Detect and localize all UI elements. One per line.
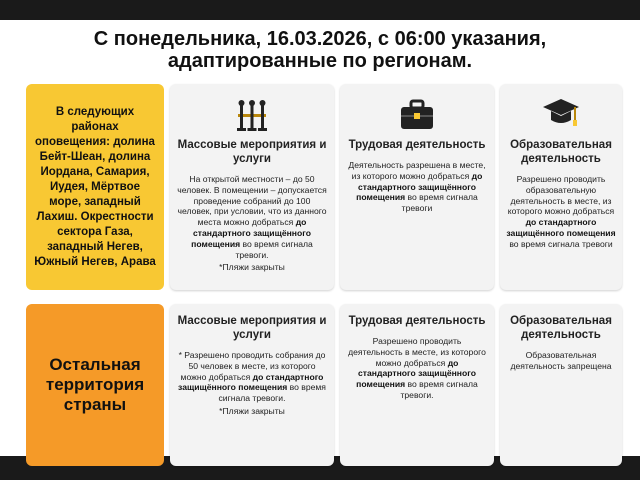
card-mass-events-rest — [170, 304, 334, 466]
title-line-1: С понедельника, 16.03.2026, с 06:00 указания, — [93, 28, 547, 50]
card-heading: Трудовая деятельность — [348, 315, 486, 327]
card-body-after: во время сигнала тревоги. — [400, 379, 478, 400]
card-education-rest — [500, 304, 622, 466]
card-body-text: Разрешено проводить деятельность в месте, из которого можно добраться — [348, 336, 486, 368]
card-body — [500, 350, 622, 372]
card-body-bold: до стандартного защищённого помещения — [356, 170, 483, 203]
card-heading: Образовательная деятельность — [510, 139, 612, 165]
card-education-south — [500, 84, 622, 290]
card-body — [500, 174, 622, 250]
card-note: *Пляжи закрыты — [219, 405, 285, 416]
card-body-text: Разрешено проводить образовательную деятельность в месте, из которого можно добраться — [507, 174, 615, 217]
region-label-rest — [26, 304, 164, 466]
card-work-south — [340, 84, 494, 290]
card-body-after: во время сигнала тревоги. — [218, 382, 326, 404]
region-label-south — [26, 84, 164, 290]
card-body-bold: до стандартного защищённого помещения — [178, 371, 324, 393]
graduation-cap-icon — [500, 94, 622, 134]
card-body-bold: до стандартного защищённого помещения — [191, 217, 311, 249]
infographic — [0, 20, 640, 456]
page-title — [20, 28, 620, 72]
card-body — [340, 336, 494, 401]
card-heading: Массовые мероприятия и услуги — [177, 315, 327, 341]
region-label-text: В следующих районах оповещения: долина Бейт-Шеан, долина Иордана, Самария, Иудея, Мёртвое море, западный Лахиш. Окрестности сектора Газа, западный Негев, Южный Негев, Арава — [34, 105, 156, 268]
card-heading: Образовательная деятельность — [510, 315, 612, 341]
card-body — [340, 160, 494, 214]
briefcase-icon — [340, 94, 494, 134]
card-body-text: * Разрешено проводить собрания до 50 человек в месте, из которого можно добраться — [178, 350, 326, 382]
card-body — [170, 174, 334, 273]
stanchion-icon — [170, 94, 334, 134]
card-body-text: Деятельность разрешена в месте, из которого можно добраться — [348, 160, 486, 181]
card-body — [170, 350, 334, 417]
title-line-2: адаптированные по регионам. — [167, 50, 473, 72]
card-note: *Пляжи закрыты — [219, 262, 285, 273]
card-body-after: во время сигнала тревоги — [401, 192, 478, 214]
card-body-after: во время сигнала тревоги — [509, 238, 613, 249]
card-heading: Трудовая деятельность — [348, 139, 486, 151]
region-label-text: Остальная территория страны — [45, 355, 145, 414]
card-work-rest — [340, 304, 494, 466]
card-body-bold: до стандартного защищённого помещения — [356, 357, 476, 390]
card-heading: Массовые мероприятия и услуги — [177, 139, 327, 165]
card-body-text: На открытой местности – до 50 человек. В помещении – допускается проведение собраний до 100 человек, при условии, что из данного места можно добраться — [177, 174, 327, 228]
card-body-after: во время сигнала тревоги. — [235, 238, 313, 260]
card-body-bold: до стандартного защищённого помещения — [506, 217, 616, 238]
card-body-text: Образовательная деятельность запрещена — [510, 350, 612, 371]
card-mass-events-south — [170, 84, 334, 290]
